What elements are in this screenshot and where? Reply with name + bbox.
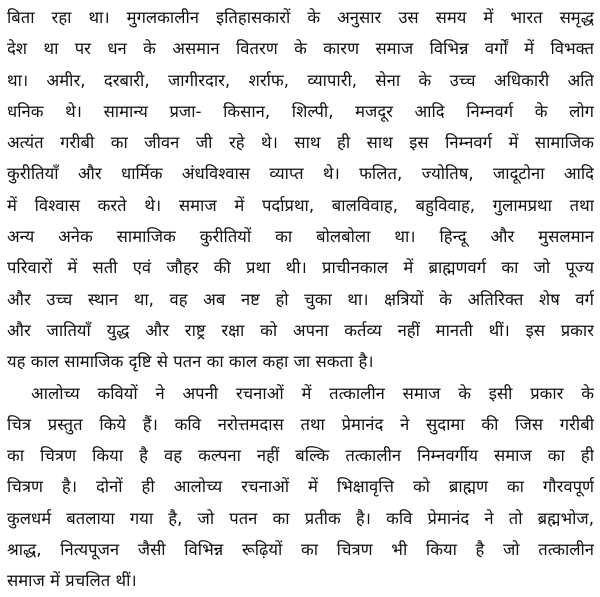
text-line: अत्यंत गरीबी का जीवन जी रहे थे। साथ ही साथ इस निम्नवर्ग में सामाजिक [7,133,594,153]
text-line: का चित्रण किया है वह कल्पना नहीं बल्कि तत्कालीन निम्नवर्गीय समाज का ही [7,446,594,466]
text-line: कुरीतियाँ और धार्मिक अंधविश्वास व्याप्त थे। फलित, ज्योतिष, जादूटोना आदि [7,164,594,184]
text-line: चित्रण है। दोनों ही आलोच्य रचनाओं में भिक्षावृत्ति को ब्राह्मण का गौरवपूर्ण [7,477,594,497]
text-line: धनिक थे। सामान्य प्रजा- किसान, शिल्पी, मजदूर आदि निम्नवर्ग के लोग [7,101,594,121]
text-line: आलोच्य कवियों ने अपनी रचनाओं में तत्कालीन समाज के इसी प्रकार के [31,383,594,403]
text-line: में विश्वास करते थे। समाज में पर्दाप्रथा, बालविवाह, बहुविवाह, गुलामप्रथा तथा [7,195,594,215]
text-line: कुलधर्म बतलाया गया है, जो पतन का प्रतीक है। कवि प्रेमानंद ने तो ब्रह्मभोज, [7,508,594,528]
text-line: देश था पर धन के असमान वितरण के कारण समाज विभिन्न वर्गों में विभक्त [7,39,594,59]
text-line: और जातियाँ युद्ध और राष्ट्र रक्षा को अपना कर्तव्य नहीं मानती थीं। इस प्रकार [7,320,594,340]
text-line: और उच्च स्थान था, वह अब नष्ट हो चुका था। क्षत्रियों के अतिरिक्त शेष वर्ग [7,289,594,309]
text-line: समाज में प्रचलित थीं। [7,571,137,591]
text-line: परिवारों में सती एवं जौहर की प्रथा थी। प्राचीनकाल में ब्राह्मणवर्ग का जो पूज्य [7,258,594,278]
paragraph-2 [7,378,594,597]
paragraph-1 [7,2,594,378]
text-line: बिता रहा था। मुगलकालीन इतिहासकारों के अनुसार उस समय में भारत समृद्ध [7,8,594,27]
text-line: चित्र प्रस्तुत किये हैं। कवि नरोत्तमदास तथा प्रेमानंद ने सुदामा की जिस गरीबी [7,414,594,434]
text-line: श्राद्ध, नित्यपूजन जैसी विभिन्न रूढ़ियों का चित्रण भी किया है जो तत्कालीन [7,540,594,560]
text-line: अन्य अनेक सामाजिक कुरीतियों का बोलबोला था। हिन्दू और मुसलमान [7,227,594,247]
text-line: था। अमीर, दरबारी, जागीरदार, शर्राफ, व्यापारी, सेना के उच्च अधिकारी अति [7,70,594,90]
text-line: यह काल सामाजिक दृष्टि से पतन का काल कहा जा सकता है। [7,352,374,372]
